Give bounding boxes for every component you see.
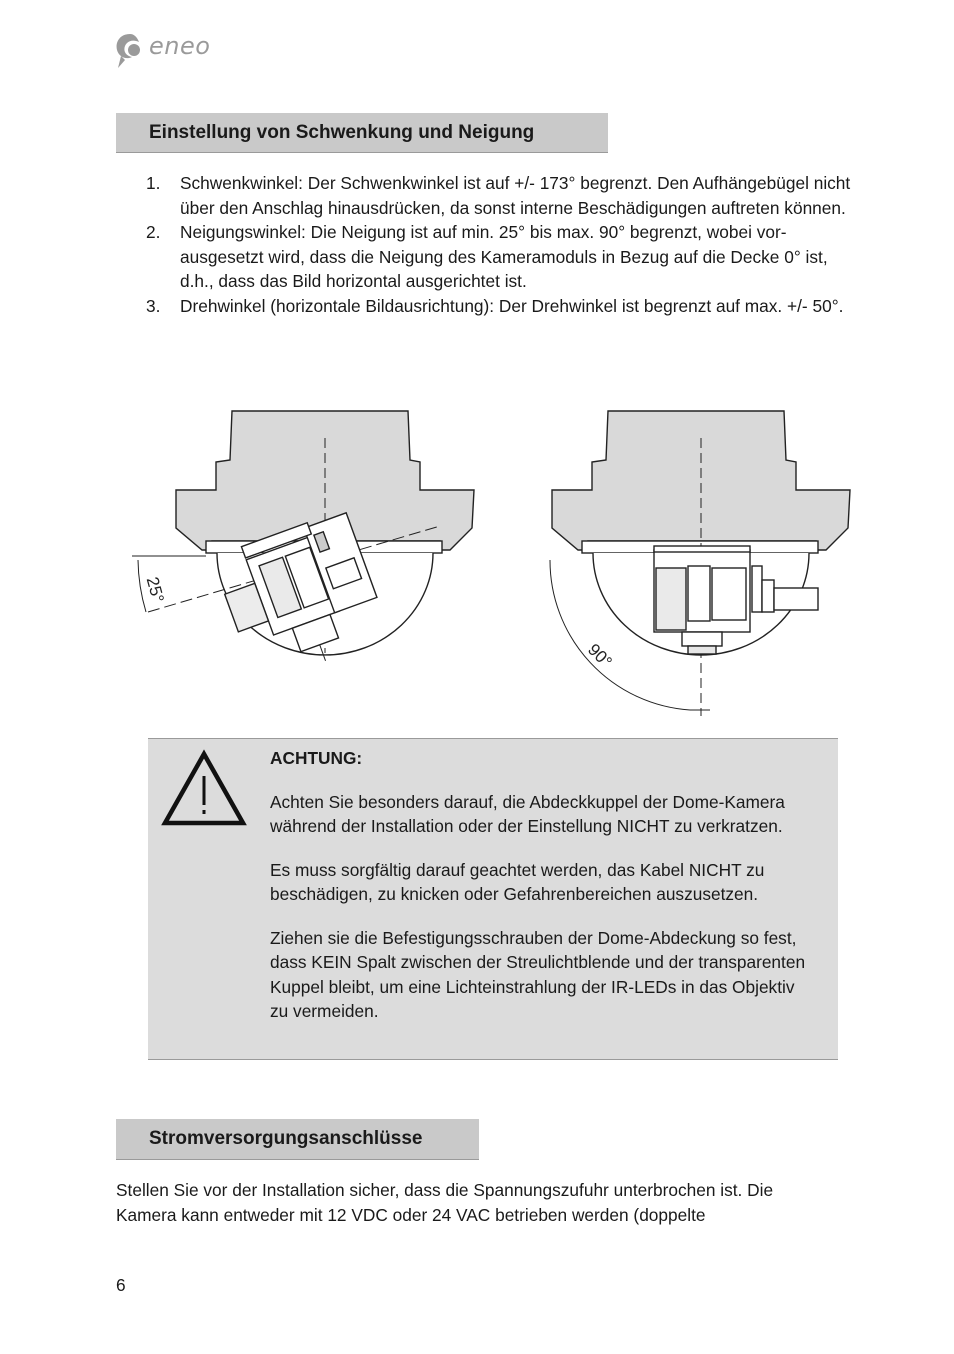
- dome-camera-right-drawing: [550, 411, 850, 716]
- step-number: 2.: [146, 222, 161, 242]
- tilt-angle-diagram: [120, 398, 860, 728]
- adjustment-steps-list: [146, 171, 866, 318]
- warning-paragraph: Es muss sorgfältig darauf geachtet werden, das Kabel NICHT zu beschädigen, zu knicken oder Gefahrenbereichen auszusetzen.: [270, 859, 765, 904]
- dome-camera-left-drawing: [132, 411, 474, 685]
- step-text: Neigungswinkel: Die Neigung ist auf min. 25° bis max. 90° begrenzt, wobei vorausgesetzt wird, dass die Neigung des Kameramoduls in Bezug auf die Decke 0° ist, d.h., dass das Bild horizontal ausgerichtet ist.: [180, 222, 828, 291]
- warning-paragraph: Achten Sie besonders darauf, die Abdeckkuppel der Dome-Kamera während der Installation oder der Einstellung NICHT zu verkratzen.: [270, 791, 785, 836]
- logo-text: eneo: [149, 32, 211, 60]
- warning-body: [270, 746, 815, 1024]
- eneo-logo: [112, 30, 222, 74]
- list-item: [146, 220, 866, 294]
- step-text: Schwenkwinkel: Der Schwenkwinkel ist auf +/- 173° begrenzt. Den Aufhängebügel nicht über den Anschlag hinausdrücken, da sonst interne Beschädigungen auftreten können.: [180, 173, 851, 218]
- step-text: Drehwinkel (horizontale Bildausrichtung): Der Drehwinkel ist begrenzt auf max. +/- 50°.: [180, 295, 844, 316]
- warning-triangle-icon: [161, 749, 247, 827]
- step-number: 1.: [146, 173, 161, 193]
- left-angle-label: 25°: [142, 574, 168, 605]
- warning-box: [148, 738, 838, 1060]
- step-number: 3.: [146, 295, 161, 316]
- eneo-logo-icon: [112, 30, 146, 70]
- list-item: [146, 294, 866, 319]
- section-heading-power: Stromversorgungsanschlüsse: [116, 1119, 479, 1160]
- power-intro-text: Stellen Sie vor der Installation sicher, dass die Spannungszufuhr unterbrochen ist. Die Kamera kann entweder mit 12 VDC oder 24 VAC betrieben werden (doppelte: [116, 1180, 774, 1225]
- page-number: 6: [116, 1275, 126, 1295]
- warning-title: ACHTUNG:: [270, 748, 363, 768]
- section-heading-pan-tilt: Einstellung von Schwenkung und Neigung: [116, 113, 608, 153]
- right-angle-label: 90°: [584, 639, 616, 672]
- list-item: [146, 171, 866, 220]
- warning-paragraph: Ziehen sie die Befestigungsschrauben der Dome-Abdeckung so fest, dass KEIN Spalt zwischen der Streulichtblende und der transparenten Kuppel bleibt, um eine Lichteinstrahlung der IR-LEDs in das Objektiv zu vermeiden.: [270, 927, 806, 1021]
